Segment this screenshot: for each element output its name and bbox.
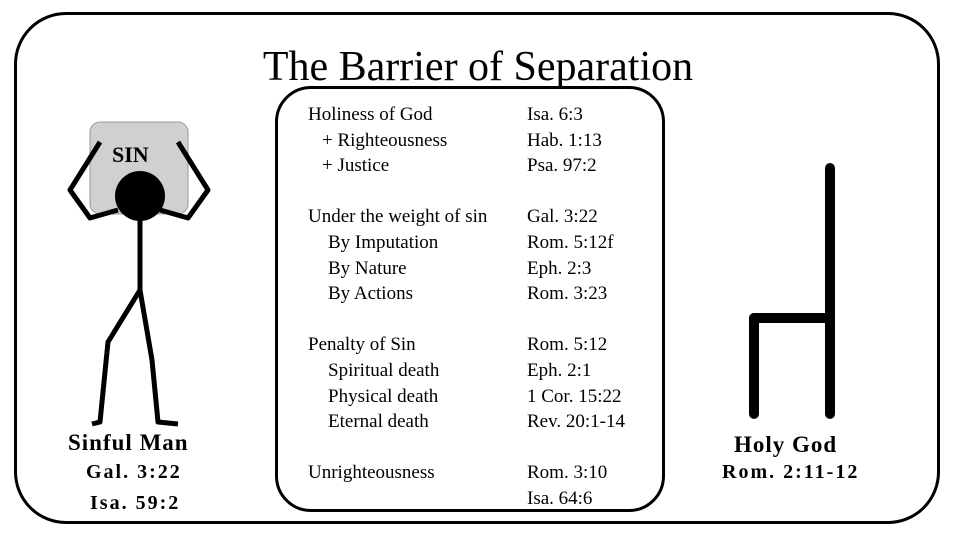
doctrine-row [308,487,648,511]
doctrine-row [308,129,648,153]
left-leg [92,290,140,424]
scripture-reference: Gal. 3:22 [527,206,598,228]
doctrine-row [308,410,648,434]
scripture-reference: Rom. 3:10 [527,462,608,484]
doctrine-label: Unrighteousness [308,462,435,484]
scripture-reference: 1 Cor. 15:22 [527,385,622,407]
doctrine-box [275,86,665,512]
sinful-man-ref-2: Isa. 59:2 [90,492,181,514]
doctrine-label: Holiness of God [308,104,433,125]
doctrine-label: Spiritual death [328,360,440,381]
doctrine-label: By Nature [328,257,407,279]
doctrine-row [308,461,648,485]
sin-label: SIN [112,142,149,167]
scripture-reference: Eph. 2:3 [527,257,592,279]
scripture-reference: Rom. 3:23 [527,283,608,305]
scripture-reference: Isa. 6:3 [527,104,583,125]
holy-god-heading: Holy God [734,432,838,457]
holy-god-ref-1: Rom. 2:11-12 [722,461,860,483]
doctrine-label: By Imputation [328,232,439,253]
doctrine-row [308,231,648,255]
figure-head [115,171,165,221]
doctrine-row [308,282,648,306]
page-title: The Barrier of Separation [262,44,694,90]
doctrine-row [308,257,648,281]
doctrine-label: + Justice [322,155,390,177]
scripture-reference: Hab. 1:13 [527,129,602,151]
scripture-reference: Rom. 5:12 [527,334,608,356]
doctrine-label: Physical death [328,385,439,407]
doctrine-label: Eternal death [328,411,429,433]
right-leg [140,290,178,424]
doctrine-label: By Actions [328,283,413,305]
doctrine-label: Penalty of Sin [308,334,416,356]
scripture-reference: Rom. 5:12f [527,232,614,253]
scripture-reference: Rev. 20:1-14 [527,411,625,433]
doctrine-row [308,103,648,127]
doctrine-row [308,205,648,229]
doctrine-row [308,359,648,383]
sinful-man-heading: Sinful Man [68,430,189,455]
doctrine-row [308,333,648,357]
doctrine-label: + Righteousness [322,129,448,151]
scripture-reference: Eph. 2:1 [527,360,592,381]
doctrine-row [308,154,648,178]
scripture-reference: Isa. 64:6 [527,488,593,509]
doctrine-row [308,385,648,409]
doctrine-label: Under the weight of sin [308,206,488,228]
scripture-reference: Psa. 97:2 [527,155,597,177]
sinful-man-ref-1: Gal. 3:22 [86,461,182,483]
